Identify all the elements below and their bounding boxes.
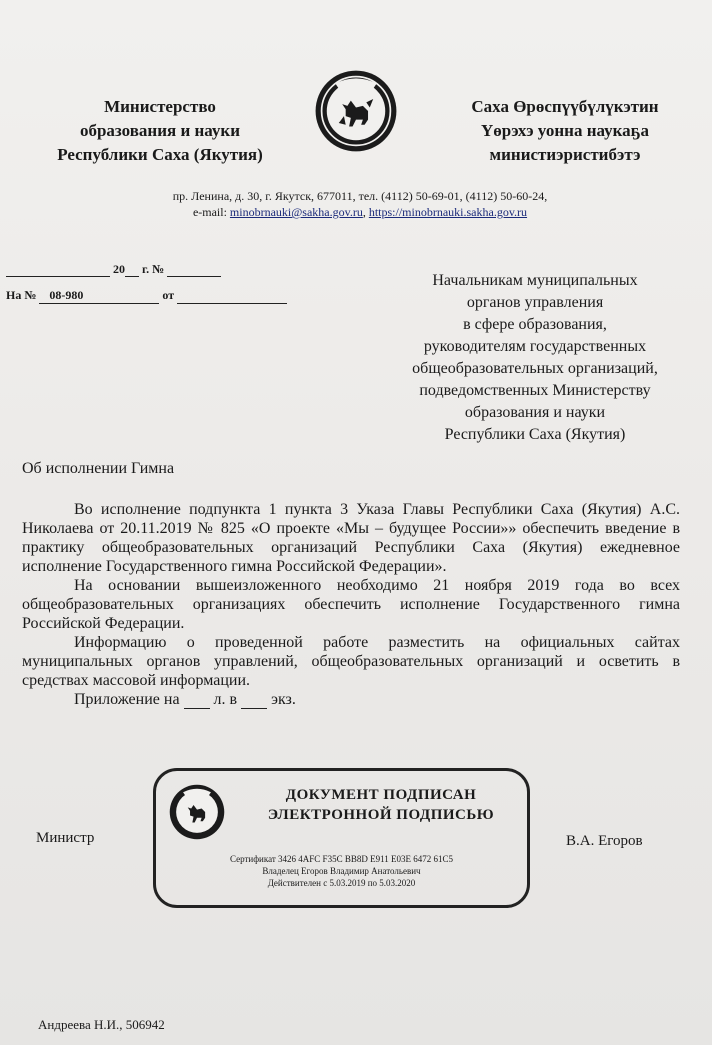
electronic-signature-stamp — [153, 768, 530, 908]
stamp-emblem-icon — [168, 783, 226, 841]
incoming-reference: На № 08-980 от — [6, 288, 287, 304]
website-link[interactable]: https://minobrnauki.sakha.gov.ru — [368, 205, 528, 219]
email-link[interactable]: minobrnauki@sakha.gov.ru — [229, 205, 363, 219]
ministry-name-russian: Министерство образования и науки Республики Саха (Якутия) — [57, 97, 263, 164]
addressee-block: Начальникам муниципальных органов управления в сфере образования, руководителям государственных общеобразовательных организаций, подведомственных Министерству образования и науки Республики Саха (Якутия) — [412, 272, 658, 443]
attachment-line: Приложение на л. в экз. — [74, 691, 296, 708]
letter-body — [22, 500, 680, 709]
ministry-address: пр. Ленина, д. 30, г. Якутск, 677011, тел. (4112) 50-69-01, (4112) 50-60-24, e-mail: minobrnauki@sakha.gov.ru, https://minobrnauki.sakha.gov.ru — [172, 189, 548, 219]
paragraph-3: Информацию о проведенной работе разместить на официальных сайтах муниципальных органов управлений, общеобразовательных организаций и осветить в средствах массовой информации. — [22, 634, 680, 689]
executor-contact: Андреева Н.И., 506942 — [38, 1017, 165, 1032]
outgoing-registration: 20 г. № — [6, 262, 221, 277]
paragraph-1: Во исполнение подпункта 1 пункта 3 Указа Главы Республики Саха (Якутия) А.С. Николаева от 20.11.2019 № 825 «О проекте «Мы – будущее России»» обеспечить введение в практику общеобразовательных организаций Республики Саха (Якутия) ежедневное исполнение Государственного гимна Российской Федерации». — [22, 501, 680, 575]
letter-subject: Об исполнении Гимна — [22, 460, 175, 477]
signatory-position: Министр — [36, 830, 95, 846]
signatory-name: В.А. Егоров — [566, 833, 643, 849]
paragraph-2: На основании вышеизложенного необходимо 21 ноября 2019 года во всех общеобразовательных организациях обеспечить исполнение Государственного гимна Российской Федерации. — [22, 577, 680, 632]
coat-of-arms-emblem — [313, 68, 399, 154]
certificate-info: Сертификат 3426 4AFC F35C BB8D E911 E03E 6472 61C5 Владелец Егоров Владимир Анатольевич Действителен с 5.03.2019 по 5.03.2020 — [229, 854, 453, 888]
number-blank — [167, 263, 221, 277]
reference-date-blank — [177, 290, 287, 304]
reference-number: 08-980 — [39, 288, 159, 304]
stamp-title: ДОКУМЕНТ ПОДПИСАН ЭЛЕКТРОННОЙ ПОДПИСЬЮ — [267, 787, 495, 823]
ministry-name-yakut: Саха Өрөспүүбүлүкэтин Үөрэхэ уонна наукаҕа министиэристибэтэ — [471, 97, 659, 164]
date-blank — [6, 263, 110, 277]
